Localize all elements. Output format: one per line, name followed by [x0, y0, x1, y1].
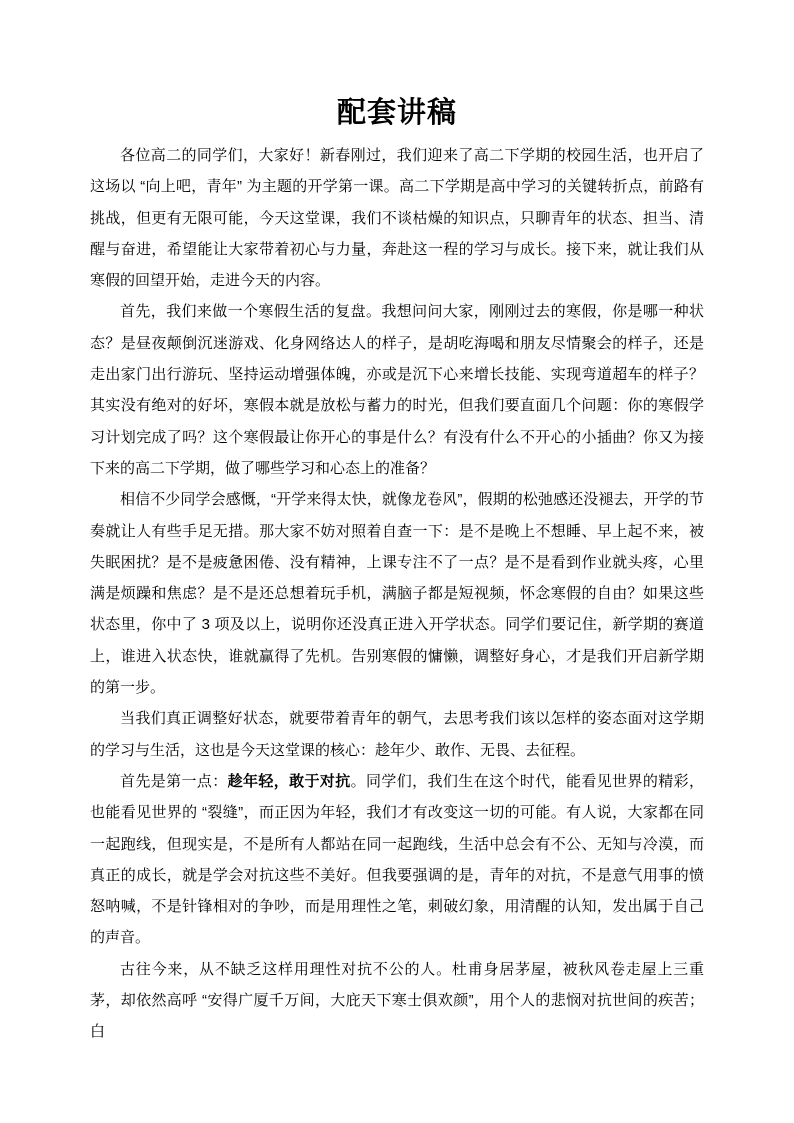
paragraph: [90, 954, 704, 1048]
paragraph: [90, 484, 704, 703]
paragraph: [90, 140, 704, 296]
paragraph: [90, 296, 704, 484]
paragraph: [90, 766, 704, 954]
paragraph: [90, 703, 704, 766]
paragraph-text: 。同学们，我们生在这个时代，能看见世界的精彩，也能看见世界的 “裂缝”，而正因为年轻，我们才有改变这一切的可能。有人说，大家都在同一起跑线，但现实是，不是所有人都站在同一起跑线，生活中总会有不公、无知与冷漠，而真正的成长，就是学会对抗这些不美好。但我要强调的是，青年的对抗，不是意气用事的愤怒呐喊，不是针锋相对的争吵，而是用理性之笔，刺破幻象，用清醒的认知，发出属于自己的声音。: [90, 772, 704, 947]
paragraph-text: 相信不少同学会感慨，“开学来得太快，就像龙卷风”，假期的松弛感还没褪去，开学的节奏就让人有些手足无措。那大家不妨对照着自查一下：是不是晚上不想睡、早上起不来，被失眠困扰？是不是疲惫困倦、没有精神，上课专注不了一点？是不是看到作业就头疼，心里满是烦躁和焦虑？是不是还总想着玩手机，满脑子都是短视频，怀念寒假的自由？如果这些状态里，你中了 3 项及以上，说明你还没真正进入开学状态。同学们要记住，新学期的赛道上，谁进入状态快，谁就赢得了先机。告别寒假的慵懒，调整好身心，才是我们开启新学期的第一步。: [90, 491, 704, 697]
paragraph-text: 首先，我们来做一个寒假生活的复盘。我想问问大家，刚刚过去的寒假，你是哪一种状态？是昼夜颠倒沉迷游戏、化身网络达人的样子，是胡吃海喝和朋友尽情聚会的样子，还是走出家门出行游玩、坚持运动增强体魄，亦或是沉下心来增长技能、实现弯道超车的样子？其实没有绝对的好坏，寒假本就是放松与蓄力的时光，但我们要直面几个问题：你的寒假学习计划完成了吗？这个寒假最让你开心的事是什么？有没有什么不开心的小插曲？你又为接下来的高二下学期，做了哪些学习和心态上的准备？: [90, 303, 704, 477]
paragraph-text: 首先是第一点：: [120, 772, 228, 790]
document-body: [90, 140, 704, 1048]
document-title: 配套讲稿: [336, 97, 457, 129]
paragraph-text: 各位高二的同学们，大家好！新春刚过，我们迎来了高二下学期的校园生活，也开启了这场以 “向上吧，青年” 为主题的开学第一课。高二下学期是高中学习的关键转折点，前路有挑战，但更有无限可能，今天这堂课，我们不谈枯燥的知识点，只聊青年的状态、担当、清醒与奋进，希望能让大家带着初心与力量，奔赴这一程的学习与成长。接下来，就让我们从寒假的回望开始，走进今天的内容。: [90, 147, 704, 290]
paragraph-bold-text: 趁年轻，敢于对抗: [227, 772, 351, 790]
paragraph-text: 当我们真正调整好状态，就要带着青年的朝气，去思考我们该以怎样的姿态面对这学期的学习与生活，这也是今天这堂课的核心：趁年少、敢作、无畏、去征程。: [90, 710, 704, 759]
paragraph-text: 古往今来，从不缺乏这样用理性对抗不公的人。杜甫身居茅屋，被秋风卷走屋上三重茅，却依然高呼 “安得广厦千万间，大庇天下寒士俱欢颜”，用个人的悲悯对抗世间的疾苦；白: [90, 960, 704, 1041]
